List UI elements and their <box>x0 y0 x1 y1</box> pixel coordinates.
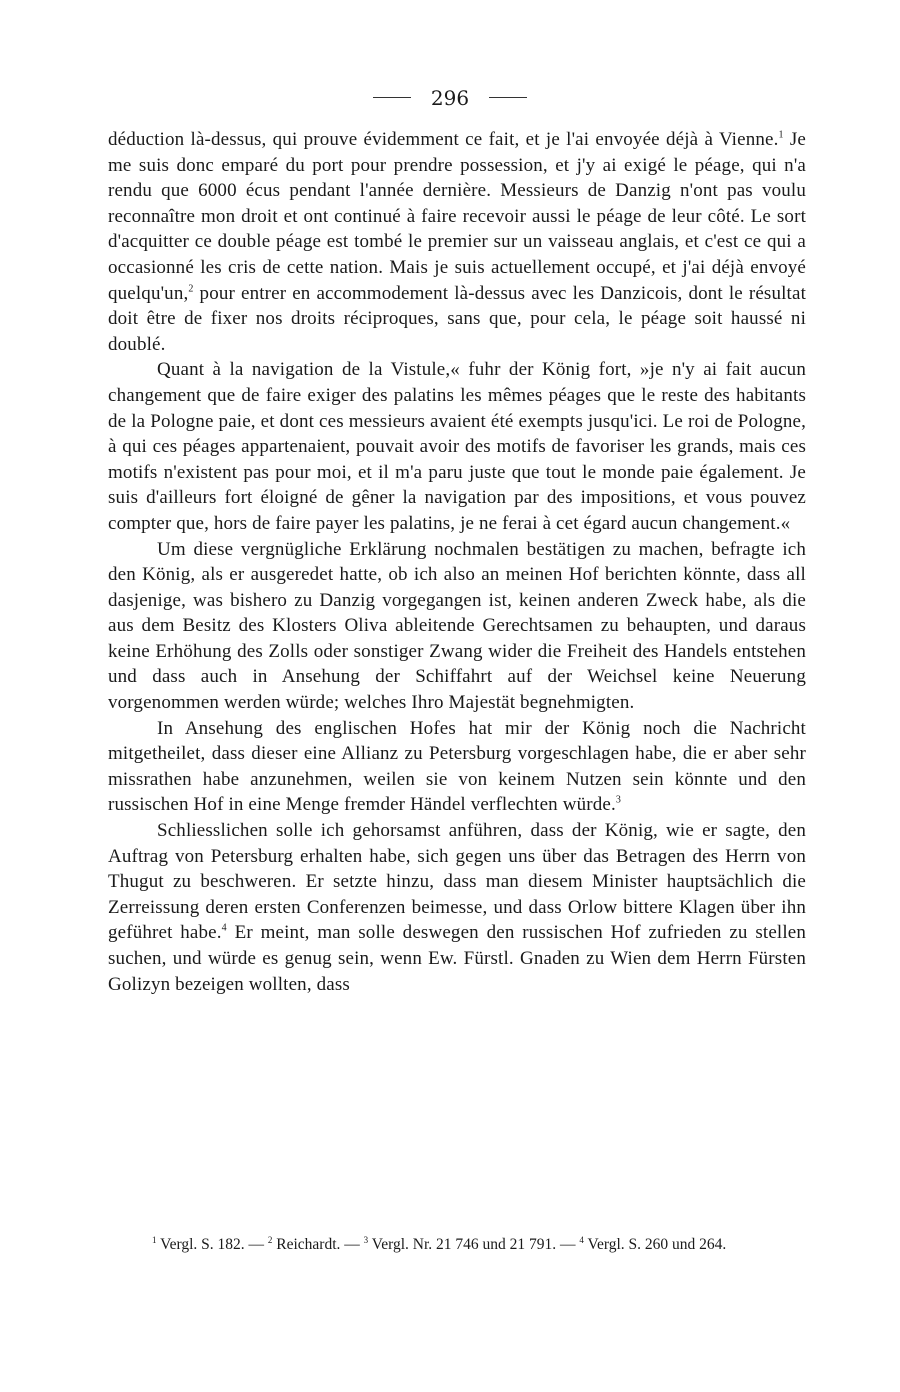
paragraph <box>108 818 806 997</box>
page-number: 296 <box>430 85 470 110</box>
paragraph <box>108 716 806 818</box>
header-rule-left <box>373 97 411 98</box>
footnote-text: Reichardt. — <box>272 1236 364 1253</box>
footnote-text: Vergl. S. 260 und 264. <box>583 1236 727 1253</box>
paragraph <box>108 537 806 716</box>
footnote-mark: 4 <box>579 1234 584 1245</box>
body-text <box>108 127 806 997</box>
footnotes <box>108 1234 806 1255</box>
footnote-mark: 3 <box>363 1234 369 1245</box>
paragraph-text: déduction là-dessus, qui prouve évidemment ce fait, et je l'ai envoyée déjà à Vienne. <box>108 129 779 150</box>
paragraph-text: pour entrer en accommodement là-dessus avec les Danzicois, dont le résultat doit être de fixer nos droits réciproques, sans que, pour cela, le péage soit haussé ni doublé. <box>108 282 806 355</box>
page-header <box>0 84 900 110</box>
paragraph <box>108 357 806 536</box>
footnote-reference: 4 <box>221 923 227 935</box>
footnote-mark: 1 <box>152 1234 157 1245</box>
header-rule-right <box>489 97 527 98</box>
footnote-mark: 2 <box>267 1234 273 1245</box>
paragraph-text: In Ansehung des englischen Hofes hat mir der König noch die Nachricht mitgetheilet, dass dieser eine Allianz zu Petersburg vorgeschlagen habe, die er aber sehr missrathen habe anzunehmen, weilen sie von keinem Nutzen sein könnte und den russischen Hof in eine Menge fremder Händel verflechten würde. <box>108 717 806 816</box>
paragraph-text: Schliesslichen solle ich gehorsamst anführen, dass der König, wie er sagte, den Auftrag von Petersburg erhalten habe, sich gegen uns über das Betragen des Herrn von Thugut zu beschweren. Er setzte hinzu, dass man diesem Minister hauptsächlich die Zerreissung deren ersten Conferenzen beimesse, und dass Orlow bittere Klagen über ihn geführet habe. <box>108 820 806 944</box>
paragraph-text: Je me suis donc emparé du port pour prendre possession, et j'y ai exigé le péage, qui n'a rendu que 6000 écus pendant l'année dernière. Messieurs de Danzig n'ont pas voulu reconnaître mon droit et ont continué à faire recevoir aussi le péage de leur côté. Le sort d'acquitter ce double péage est tombé le premier sur un vaisseau anglais, et c'est ce qui a occasionné les cris de cette nation. Mais je suis actuellement occupé, et j'ai déjà envoyé quelqu'un, <box>108 129 807 304</box>
footnote-text: Vergl. Nr. 21 746 und 21 791. — <box>368 1236 580 1253</box>
footnote-reference: 3 <box>615 795 622 807</box>
paragraph <box>108 127 806 357</box>
footnote-text: Vergl. S. 182. — <box>156 1236 268 1253</box>
paragraph-text: Er meint, man solle deswegen den russischen Hof zufrieden zu stellen suchen, und würde es genug sein, wenn Ew. Fürstl. Gnaden zu Wien dem Herrn Fürsten Golizyn bezeigen wollten, dass <box>108 922 806 995</box>
footnote-reference: 1 <box>778 129 784 141</box>
paragraph-text: Um diese vergnügliche Erklärung nochmalen bestätigen zu machen, befragte ich den König, als er ausgeredet hatte, ob ich also an meinen Hof berichten könnte, dass all dasjenige, was bishero zu Danzig vorgegangen ist, keinen anderen Zweck habe, als die aus dem Besitz des Klosters Oliva ableitende Gerechtsamen zu behaupten, und daraus keine Erhöhung des Zolls oder sonstiger Zwang wider die Freiheit des Handels entstehen und dass auch in Ansehung der Schiffahrt auf der Weichsel keine Neuerung vorgenommen werden würde; welches Ihro Majestät begnehmigten. <box>108 538 806 714</box>
footnote-reference: 2 <box>188 283 194 295</box>
paragraph-text: Quant à la navigation de la Vistule,« fuhr der König fort, »je n'y ai fait aucun changement que de faire exiger des palatins les mêmes péages que le reste des habitants de la Pologne paie, et dont ces messieurs avaient été exempts jusqu'ici. Le roi de Pologne, à qui ces péages appartenaient, pouvait avoir des motifs de favoriser les grands, mais ces motifs n'existent pas pour moi, et il m'a paru juste que tout le monde paie également. Je suis d'ailleurs fort éloigné de gêner la navigation par des impositions, et vous pouvez compter que, hors de faire payer les palatins, je ne ferai à cet égard aucun changement.« <box>108 359 806 534</box>
